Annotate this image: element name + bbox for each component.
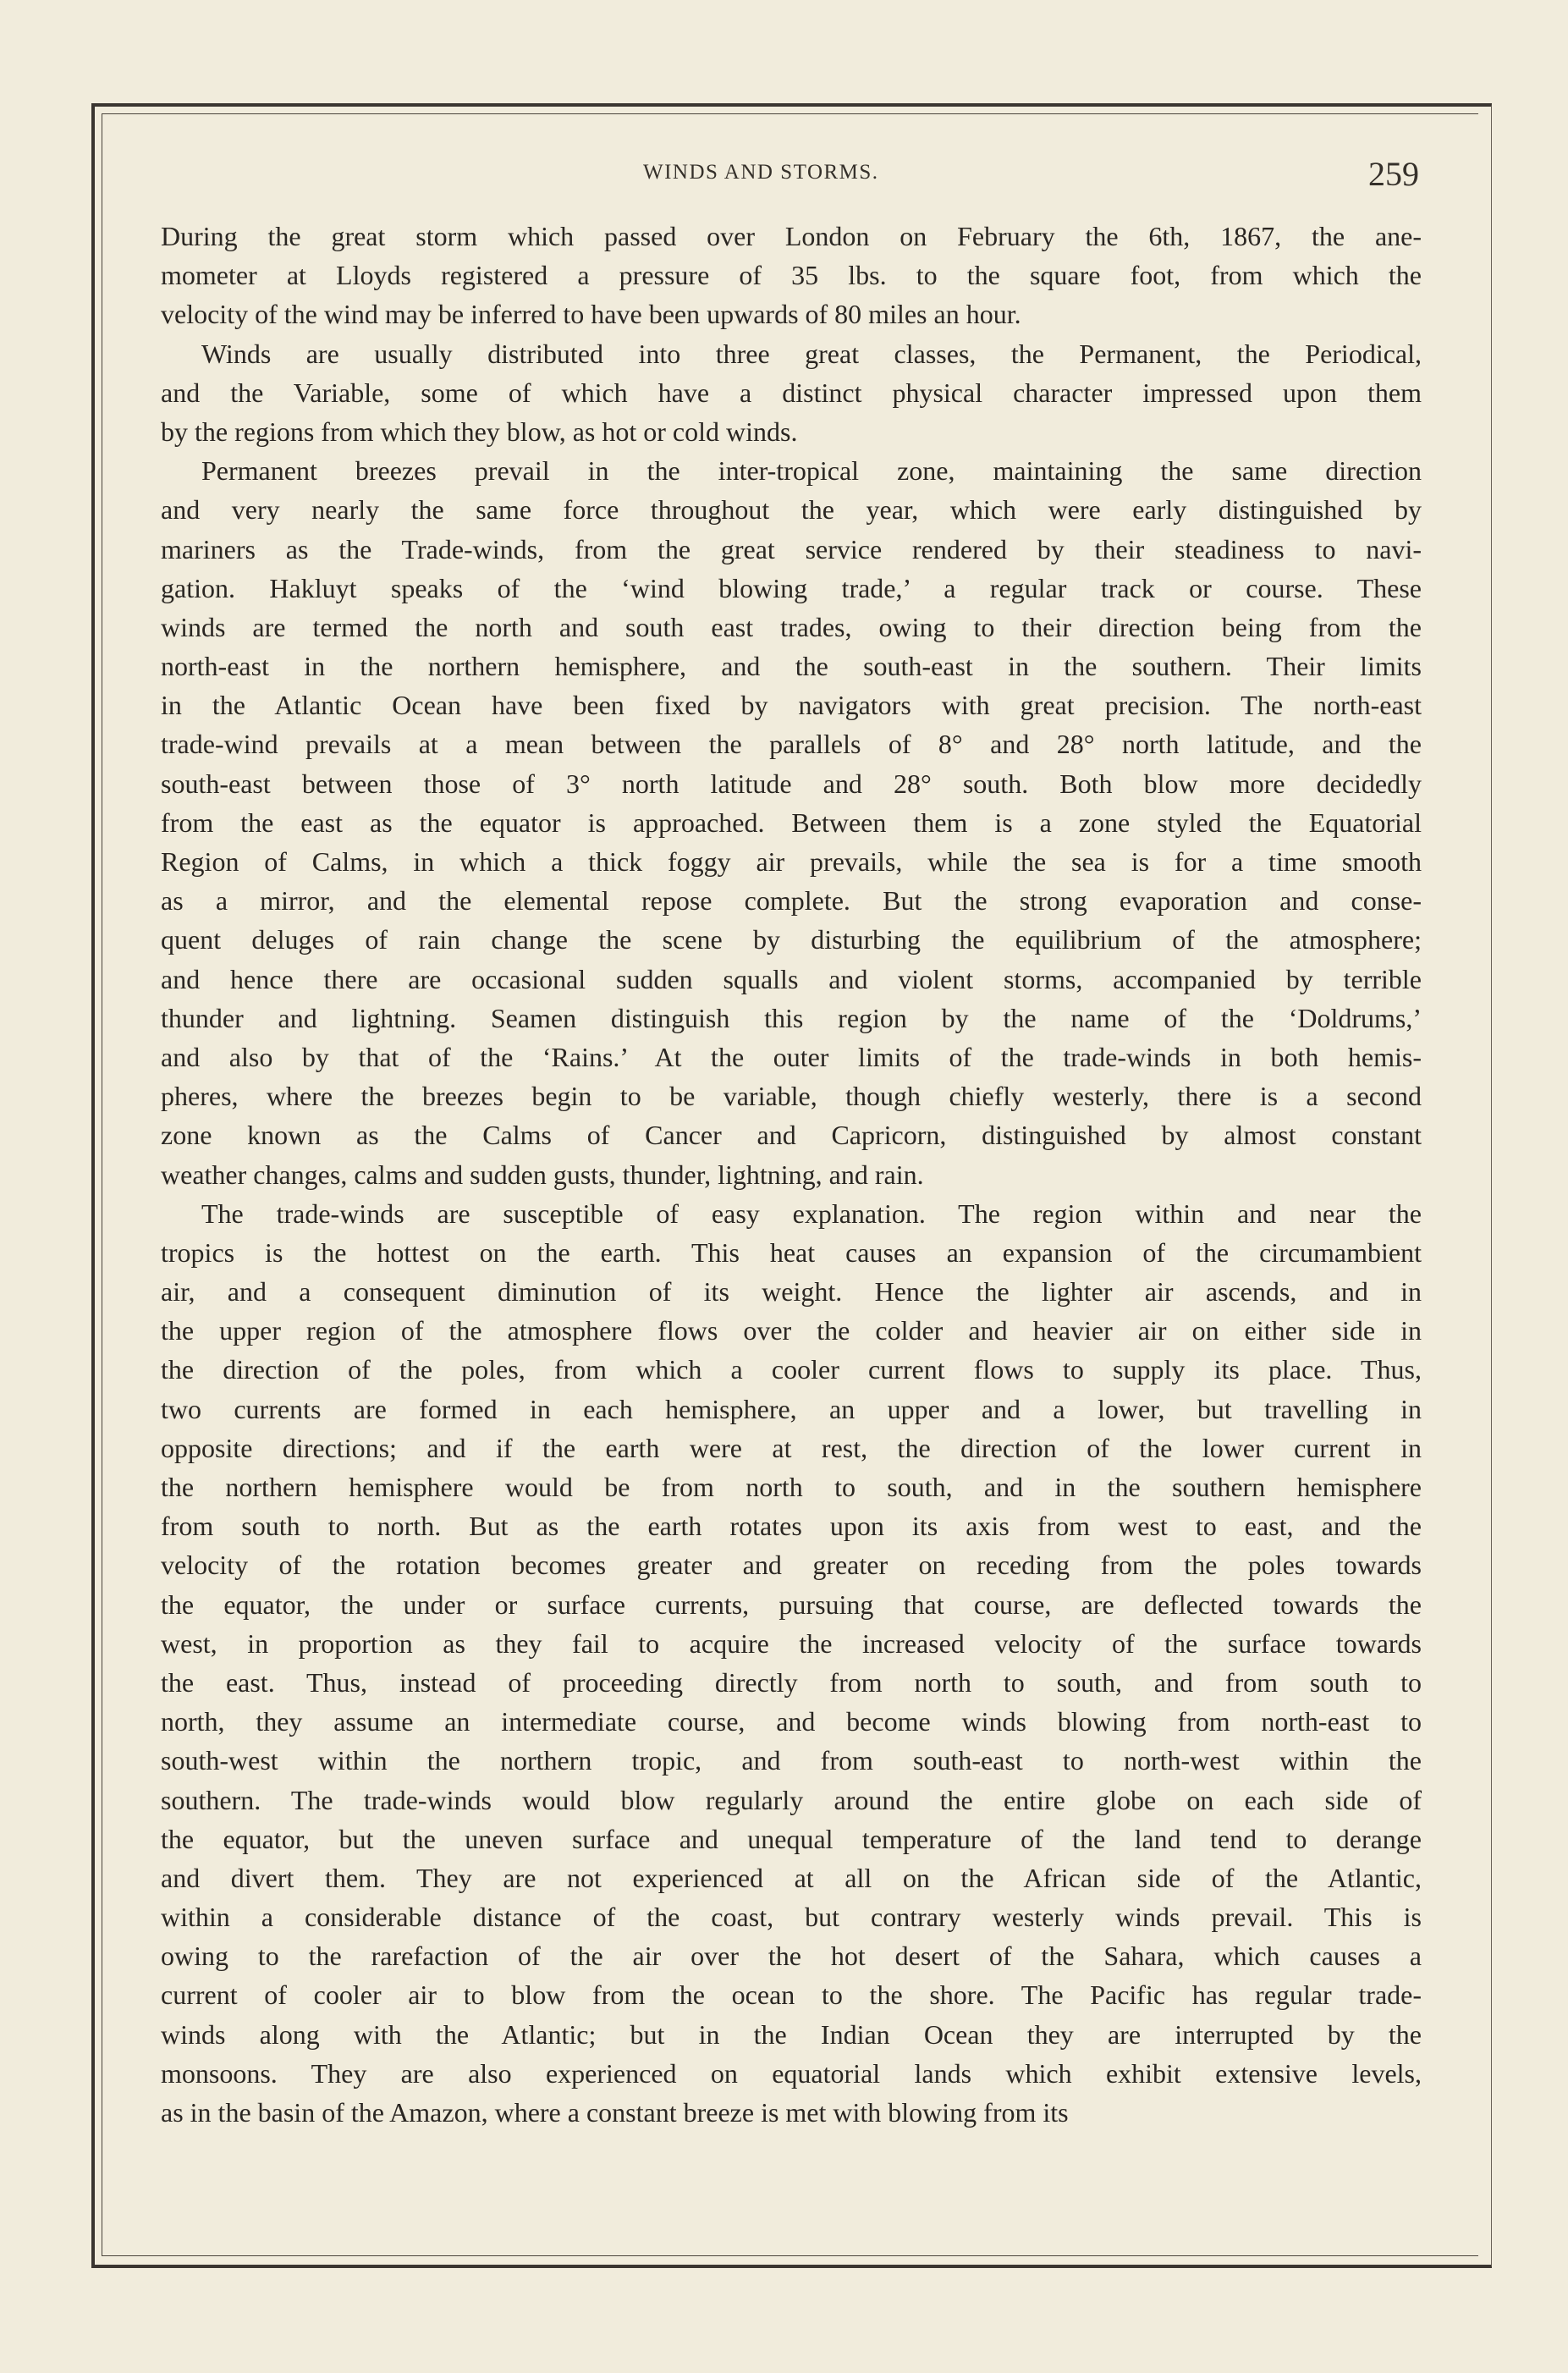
page-number: 259 xyxy=(1368,155,1419,193)
text-line: pheres, where the breezes begin to be variable, though chiefly westerly, there is a second xyxy=(161,1081,1422,1112)
text-line: as a mirror, and the elemental repose complete. But the strong evaporation and conse- xyxy=(161,885,1422,917)
text-line: gation. Hakluyt speaks of the ‘wind blowing trade,’ a regular track or course. These xyxy=(161,572,1422,603)
text-line: mariners as the Trade-winds, from the great service rendered by their steadiness to navi- xyxy=(161,533,1422,564)
text-line: from south to north. But as the earth rotates upon its axis from west to east, and the xyxy=(161,1511,1422,1542)
text-line: The trade-winds are susceptible of easy explanation. The region within and near the xyxy=(201,1198,1422,1229)
text-line: in the Atlantic Ocean have been fixed by navigators with great precision. The north-east xyxy=(161,690,1422,721)
text-line: current of cooler air to blow from the ocean to the shore. The Pacific has regular trade- xyxy=(161,1979,1422,2011)
text-line: Permanent breezes prevail in the inter-tropical zone, maintaining the same direction xyxy=(201,455,1422,487)
text-line: the equator, but the uneven surface and unequal temperature of the land tend to derange xyxy=(161,1823,1422,1854)
text-line: winds along with the Atlantic; but in the Indian Ocean they are interrupted by the xyxy=(161,2018,1422,2050)
text-line: thunder and lightning. Seamen distinguish this region by the name of the ‘Doldrums,’ xyxy=(161,1002,1422,1033)
text-line: from the east as the equator is approached. Between them is a zone styled the Equatorial xyxy=(161,807,1422,838)
text-line: the upper region of the atmosphere flows over the colder and heavier air on either side in xyxy=(161,1315,1422,1346)
text-line: north, they assume an intermediate course, and become winds blowing from north-east to xyxy=(161,1706,1422,1737)
paragraph xyxy=(161,334,1422,452)
text-line: south-west within the northern tropic, and from south-east to north-west within the xyxy=(161,1745,1422,1776)
text-line: monsoons. They are also experienced on equatorial lands which exhibit extensive levels, xyxy=(161,2057,1422,2089)
text-line: within a considerable distance of the coast, but contrary westerly winds prevail. This is xyxy=(161,1902,1422,1933)
text-line: and the Variable, some of which have a distinct physical character impressed upon them xyxy=(161,377,1422,408)
text-line: the direction of the poles, from which a cooler current flows to supply its place. Thus, xyxy=(161,1354,1422,1385)
text-line: by the regions from which they blow, as hot or cold winds. xyxy=(161,416,798,447)
text-line: trade-wind prevails at a mean between the parallels of 8° and 28° north latitude, and the xyxy=(161,729,1422,760)
text-line: and very nearly the same force throughout the year, which were early distinguished by xyxy=(161,494,1422,526)
paragraph xyxy=(161,1194,1422,2133)
text-line: southern. The trade-winds would blow regularly around the entire globe on each side of xyxy=(161,1784,1422,1815)
body-text xyxy=(161,217,1422,2132)
text-line: winds are termed the north and south east trades, owing to their direction being from the xyxy=(161,611,1422,642)
text-line: the equator, the under or surface currents, pursuing that course, are deflected towards the xyxy=(161,1588,1422,1620)
text-line: the east. Thus, instead of proceeding directly from north to south, and from south to xyxy=(161,1666,1422,1698)
text-line: zone known as the Calms of Cancer and Capricorn, distinguished by almost constant xyxy=(161,1120,1422,1151)
text-line: opposite directions; and if the earth were at rest, the direction of the lower current in xyxy=(161,1432,1422,1463)
text-line: mometer at Lloyds registered a pressure of 35 lbs. to the square foot, from which the xyxy=(161,260,1422,291)
text-line: and hence there are occasional sudden squalls and violent storms, accompanied by terrible xyxy=(161,963,1422,994)
text-line: west, in proportion as they fail to acquire the increased velocity of the surface towards xyxy=(161,1627,1422,1659)
text-line: north-east in the northern hemisphere, and the south-east in the southern. Their limits xyxy=(161,651,1422,682)
text-line: owing to the rarefaction of the air over the hot desert of the Sahara, which causes a xyxy=(161,1941,1422,1972)
running-title: WINDS AND STORMS. xyxy=(643,161,879,184)
text-line: the northern hemisphere would be from north to south, and in the southern hemisphere xyxy=(161,1472,1422,1502)
text-line: south-east between those of 3° north latitude and 28° south. Both blow more decidedly xyxy=(161,768,1422,799)
text-line: velocity of the wind may be inferred to have been upwards of 80 miles an hour. xyxy=(161,299,1021,330)
text-line: velocity of the rotation becomes greater and greater on receding from the poles towards xyxy=(161,1550,1422,1581)
running-head xyxy=(0,155,1568,195)
paragraph xyxy=(161,217,1422,334)
text-line: as in the basin of the Amazon, where a constant breeze is met with blowing from its xyxy=(161,2097,1069,2128)
text-line: and divert them. They are not experienced at all on the African side of the Atlantic, xyxy=(161,1862,1422,1893)
text-line: two currents are formed in each hemisphere, an upper and a lower, but travelling in xyxy=(161,1393,1422,1424)
paragraph xyxy=(161,451,1422,1194)
text-line: air, and a consequent diminution of its weight. Hence the lighter air ascends, and in xyxy=(161,1276,1422,1308)
text-line: During the great storm which passed over London on February the 6th, 1867, the ane- xyxy=(161,221,1422,251)
text-line: Region of Calms, in which a thick foggy air prevails, while the sea is for a time smooth xyxy=(161,846,1422,877)
text-line: tropics is the hottest on the earth. This heat causes an expansion of the circumambient xyxy=(161,1236,1422,1268)
text-line: Winds are usually distributed into three great classes, the Permanent, the Periodical, xyxy=(201,338,1422,369)
text-line: quent deluges of rain change the scene by disturbing the equilibrium of the atmosphere; xyxy=(161,924,1422,955)
text-line: weather changes, calms and sudden gusts, thunder, lightning, and rain. xyxy=(161,1159,924,1190)
text-line: and also by that of the ‘Rains.’ At the outer limits of the trade-winds in both hemis- xyxy=(161,1041,1422,1072)
